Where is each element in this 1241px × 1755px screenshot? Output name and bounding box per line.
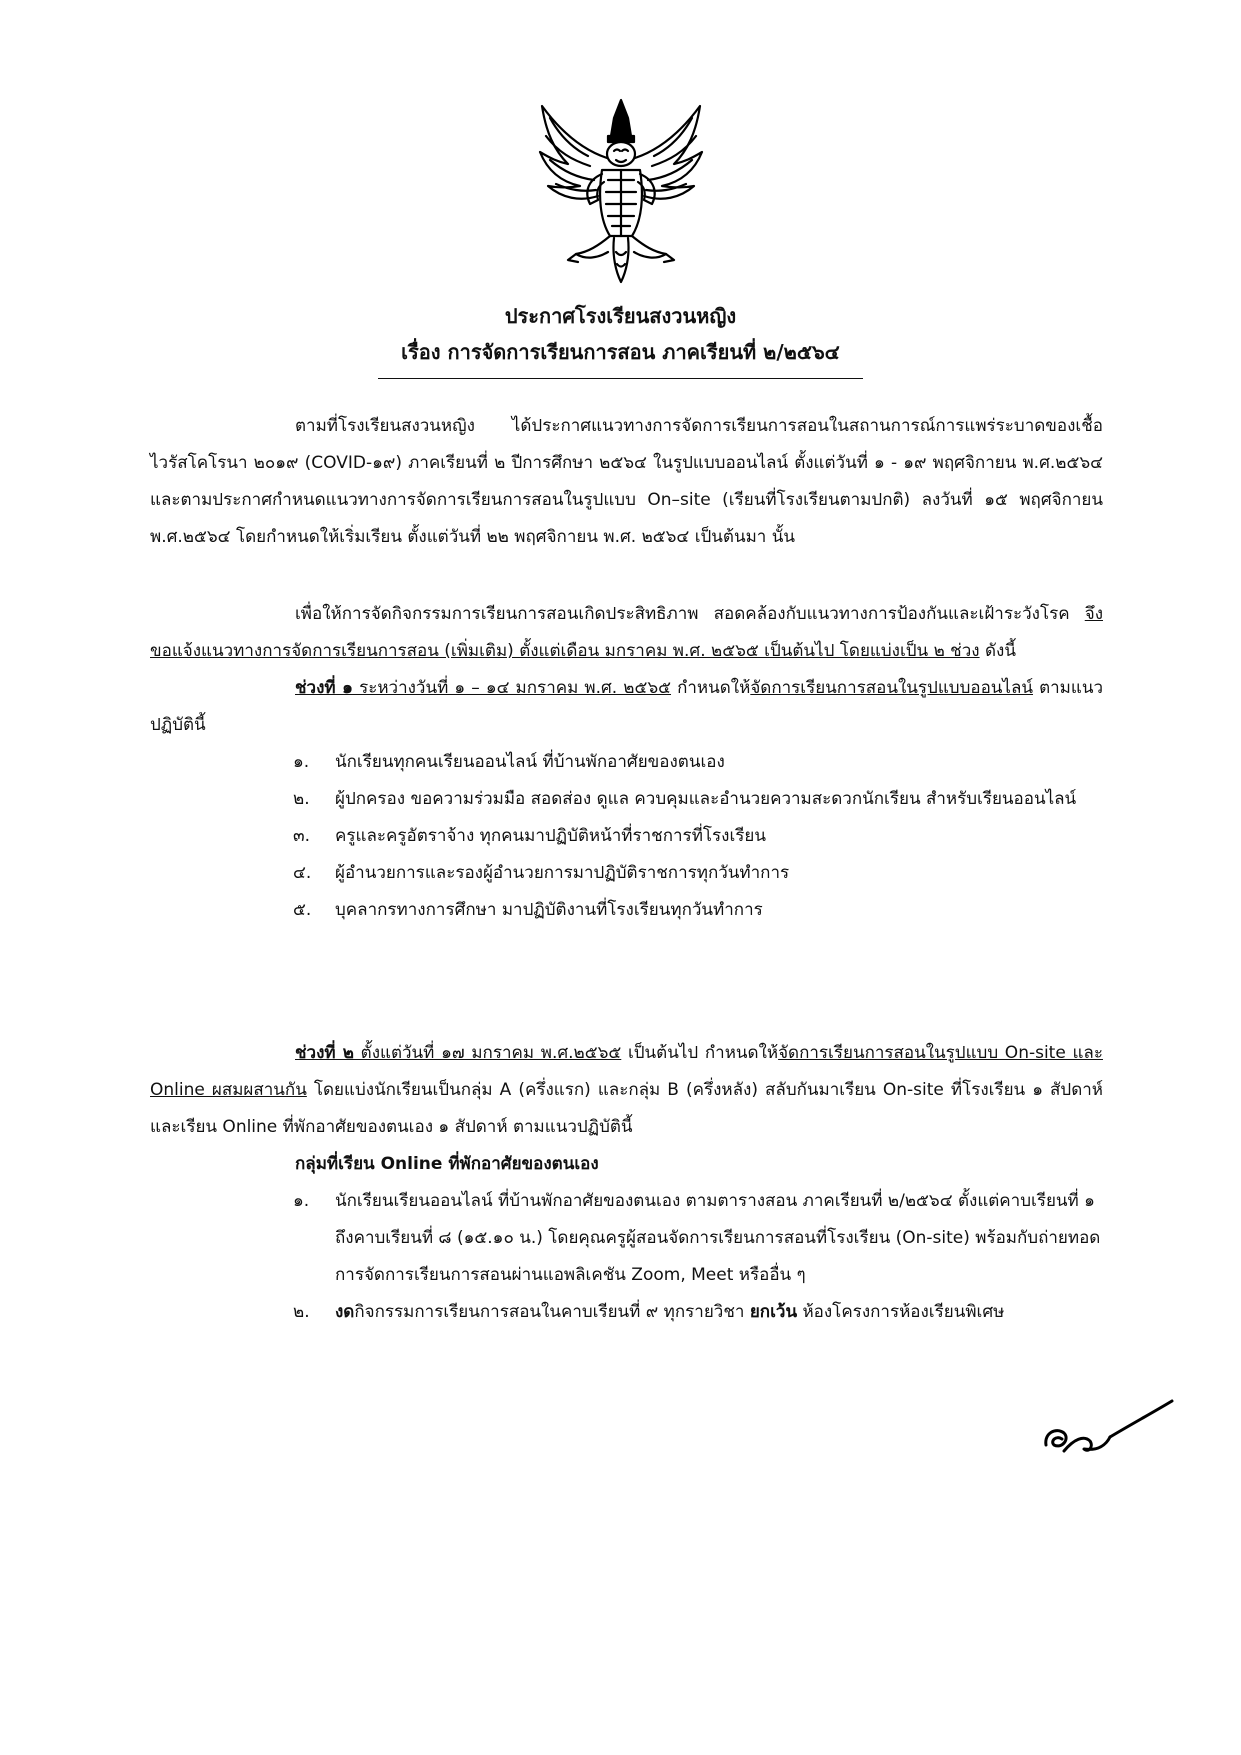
- period-2-mode: จัดการเรียนการสอนในรูปแบบ On-site และ Online ผสมผสานกัน: [150, 1043, 1103, 1100]
- list-item: [150, 855, 1103, 892]
- list-item-text: นักเรียนเรียนออนไลน์ ที่บ้านพักอาศัยของตนเอง ตามตารางสอน ภาคเรียนที่ ๒/๒๕๖๔ ตั้งแต่คาบเรียนที่ ๑ ถึงคาบเรียนที่ ๘ (๑๕.๑๐ น.) โดยคุณครูผู้สอนจัดการเรียนการสอนที่โรงเรียน (On-site) พร้อมกับถ่ายทอดการจัดการเรียนการสอนผ่านแอพลิเคชัน Zoom, Meet หรืออื่น ๆ: [335, 1191, 1101, 1285]
- intro-paragraph-2-tail: ดังนี้: [979, 641, 1016, 661]
- list-item-number: ๒.: [293, 789, 310, 809]
- list-item: [150, 781, 1103, 818]
- handwritten-signature: [1040, 1395, 1180, 1475]
- period-2-dates: ตั้งแต่วันที่ ๑๗ มกราคม พ.ศ.๒๕๖๕: [354, 1043, 622, 1063]
- intro-section: [150, 408, 1103, 556]
- list-item-text: ครูและครูอัตราจ้าง ทุกคนมาปฏิบัติหน้าที่ราชการที่โรงเรียน: [335, 826, 766, 846]
- list-item: [150, 1183, 1103, 1294]
- list-item-number: ๓.: [293, 826, 311, 846]
- period-2-paragraph: [150, 1035, 1103, 1146]
- list-item: [150, 744, 1103, 781]
- list-item-text: นักเรียนทุกคนเรียนออนไลน์ ที่บ้านพักอาศัยของตนเอง: [335, 752, 725, 772]
- list-item-number: ๕.: [293, 900, 312, 920]
- announcement-subject: เรื่อง การจัดการเรียนการสอน ภาคเรียนที่ ๒/๒๕๖๔: [401, 340, 840, 364]
- period-1-label: ช่วงที่ ๑: [295, 678, 353, 698]
- period-2-section: [150, 1035, 1103, 1331]
- period-1-mode: จัดการเรียนการสอนในรูปแบบออนไลน์: [750, 678, 1033, 698]
- garuda-emblem-icon: [528, 96, 714, 286]
- list-item-text: ผู้ปกครอง ขอความร่วมมือ สอดส่อง ดูแล ควบคุมและอำนวยความสะดวกนักเรียน สำหรับเรียนออนไลน์: [335, 789, 1077, 809]
- online-group-heading: กลุ่มที่เรียน Online ที่พักอาศัยของตนเอง: [295, 1154, 599, 1174]
- list-item-number: ๑.: [293, 1191, 310, 1211]
- intro-paragraph-2-lead: เพื่อให้การจัดกิจกรรมการเรียนการสอนเกิดประสิทธิภาพ สอดคล้องกับแนวทางการป้องกันและเฝ้าระวังโรค: [295, 604, 1085, 624]
- intro-paragraph-2-underlined: จึงขอแจ้งแนวทางการจัดการเรียนการสอน (เพิ่มเติม) ตั้งแต่เดือน มกราคม พ.ศ. ๒๕๖๕ เป็นต้นไป โดยแบ่งเป็น ๒ ช่วง: [150, 604, 1103, 661]
- period-1-mid: กำหนดให้: [671, 678, 751, 698]
- list-item-text: ผู้อำนวยการและรองผู้อำนวยการมาปฏิบัติราชการทุกวันทำการ: [335, 863, 790, 883]
- list-item-emphasis: งด: [335, 1302, 355, 1322]
- list-item-number: ๒.: [293, 1302, 310, 1322]
- list-item: [150, 818, 1103, 855]
- period-1-dates: ระหว่างวันที่ ๑ – ๑๔ มกราคม พ.ศ. ๒๕๖๕: [352, 678, 672, 698]
- period-2-list: [150, 1183, 1103, 1331]
- announcement-title: ประกาศโรงเรียนสงวนหญิง: [504, 304, 737, 328]
- intro-paragraph-1: ตามที่โรงเรียนสงวนหญิง ได้ประกาศแนวทางการจัดการเรียนการสอนในสถานการณ์การแพร่ระบาดของเชื้อไวรัสโคโรนา ๒๐๑๙ (COVID-๑๙) ภาคเรียนที่ ๒ ปีการศึกษา ๒๕๖๔ ในรูปแบบออนไลน์ ตั้งแต่วันที่ ๑ - ๑๙ พฤศจิกายน พ.ศ.๒๕๖๔ และตามประกาศกำหนดแนวทางการจัดการเรียนการสอนในรูปแบบ On–site (เรียนที่โรงเรียนตามปกติ) ลงวันที่ ๑๕ พฤศจิกายน พ.ศ.๒๕๖๔ โดยกำหนดให้เริ่มเรียน ตั้งแต่วันที่ ๒๒ พฤศจิกายน พ.ศ. ๒๕๖๔ เป็นต้นมา นั้น: [150, 416, 1103, 547]
- period-2-label: ช่วงที่ ๒: [295, 1043, 354, 1063]
- list-item-text: กิจกรรมการเรียนการสอนในคาบเรียนที่ ๙ ทุกรายวิชา: [354, 1302, 750, 1322]
- list-item-emphasis: ยกเว้น: [749, 1302, 798, 1322]
- period-1-tail: ตามแนวปฏิบัตินี้: [150, 678, 1103, 735]
- list-item-text: ห้องโครงการห้องเรียนพิเศษ: [797, 1302, 1005, 1322]
- period-2-mid: เป็นต้นไป กำหนดให้: [621, 1043, 779, 1063]
- title-divider: [378, 378, 863, 379]
- period-1-list: [150, 744, 1103, 929]
- period-2-tail: โดยแบ่งนักเรียนเป็นกลุ่ม A (ครึ่งแรก) และกลุ่ม B (ครึ่งหลัง) สลับกันมาเรียน On-site ที่โรงเรียน ๑ สัปดาห์ และเรียน Online ที่พักอาศัยของตนเอง ๑ สัปดาห์ ตามแนวปฏิบัตินี้: [150, 1080, 1103, 1137]
- intro-paragraph-2: [150, 596, 1103, 670]
- list-item: [150, 1294, 1103, 1331]
- list-item-text: บุคลากรทางการศึกษา มาปฏิบัติงานที่โรงเรียนทุกวันทำการ: [335, 900, 763, 920]
- list-item: [150, 892, 1103, 929]
- period-1-section: [150, 596, 1103, 929]
- list-item-number: ๔.: [293, 863, 312, 883]
- list-item-number: ๑.: [293, 752, 310, 772]
- period-1-paragraph: [150, 670, 1103, 744]
